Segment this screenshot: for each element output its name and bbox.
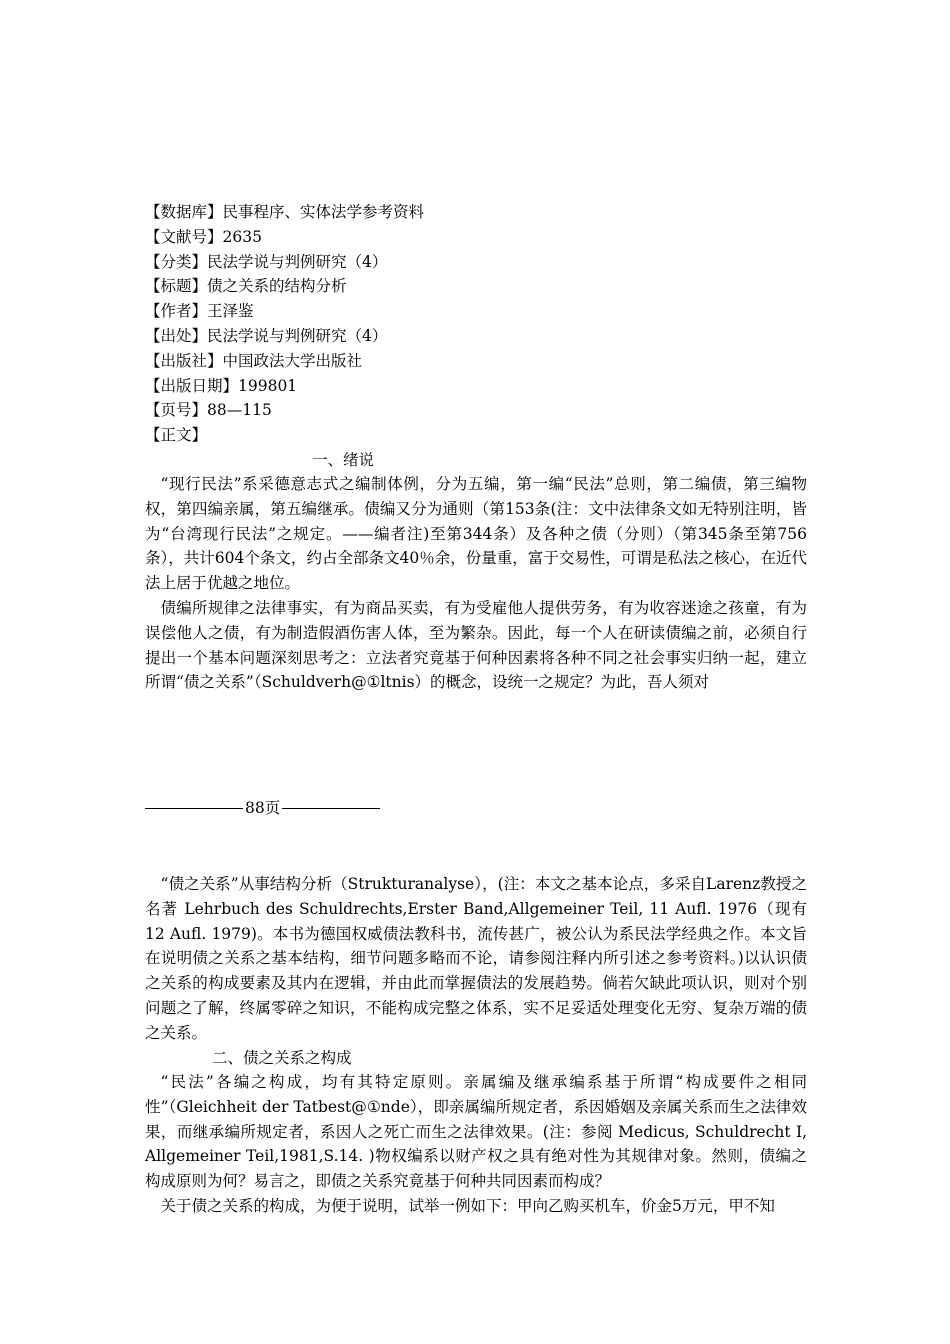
meta-pub-date: 【出版日期】199801 xyxy=(145,376,298,395)
meta-author: 【作者】王泽鉴 xyxy=(145,302,254,321)
meta-pages: 【页号】88—115 xyxy=(145,401,272,420)
meta-source: 【出处】民法学说与判例研究（4） xyxy=(145,326,388,345)
paragraph-intro-2: 债编所规律之法律事实，有为商品买卖，有为受雇他人提供劳务，有为收容迷途之孩童，有为误偿他人之债，有为制造假酒伤害人体，至为繁杂。因此，每一个人在研读债编之前，必须自行提出一个基本问题深刻思考之：立法者究竟基于何种因素将各种不同之社会事实归纳一起，建立所谓“债之关系”（Schuldverh@①ltnis）的概念，设统一之规定？为此，吾人须对 xyxy=(145,599,807,692)
meta-body-label: 【正文】 xyxy=(145,426,208,445)
section-heading-1: 一、绪说 xyxy=(312,451,375,469)
meta-title: 【标题】债之关系的结构分析 xyxy=(145,277,347,296)
meta-doc-number: 【文献号】2635 xyxy=(145,227,262,246)
paragraph-composition-2: 关于债之关系的构成，为便于说明，试举一例如下：甲向乙购买机车，价金5万元，甲不知 xyxy=(160,1197,775,1215)
section-heading-2: 二、债之关系之构成 xyxy=(212,1049,352,1067)
paragraph-structure-analysis: “债之关系”从事结构分析（Strukturanalyse），(注：本文之基本论点，多采自Larenz教授之名著 Lehrbuch des Schuldrechts,Erster Band,Allgemeiner Teil, 11 Aufl. 1976（现有12 Aufl. 1979)。本书为德国权威债法教科书，流传甚广，被公认为系民法学经典之作。本文旨在说明债之关系之基本结构，细节问题多略而不论，请参阅注释内所引述之参考资料。)以认识债之关系的构成要素及其内在逻辑，并由此而掌握债法的发展趋势。倘若欠缺此项认识，则对个别问题之了解，终属零碎之知识，不能构成完整之体系，实不足妥适处理变化无穷、复杂万端的债之关系。 xyxy=(145,875,807,1042)
page-marker-rule-right xyxy=(282,808,380,809)
meta-publisher: 【出版社】中国政法大学出版社 xyxy=(145,351,363,370)
meta-category: 【分类】民法学说与判例研究（4） xyxy=(145,252,388,271)
paragraph-intro-1: “现行民法”系采德意志式之编制体例，分为五编，第一编“民法”总则，第二编债，第三编物权，第四编亲属，第五编继承。债编又分为通则（第153条(注：文中法律条文如无特别注明，皆为“台湾现行民法”之规定。——编者注)至第344条）及各种之债（分则）（第345条至第756条），共计604个条文，约占全部条文40％余，份量重，富于交易性，可谓是私法之核心，在近代法上居于优越之地位。 xyxy=(145,475,807,593)
page-marker xyxy=(145,796,380,820)
paragraph-composition-1: “民法”各编之构成，均有其特定原则。亲属编及继承编系基于所谓“构成要件之相同性”（Gleichheit der Tatbest@①nde），即亲属编所规定者，系因婚姻及亲属关系而生之法律效果，而继承编所规定者，系因人之死亡而生之法律效果。(注：参阅 Medicus, Schuldrecht I, Allgemeiner Teil,1981,S.14. )物权编系以财产权之具有绝对性为其规律对象。然则，债编之构成原则为何？易言之，即债之关系究竟基于何种共同因素而构成？ xyxy=(145,1073,807,1191)
page-marker-rule-left xyxy=(145,808,243,809)
metadata-block xyxy=(145,200,825,448)
page-marker-label: 88页 xyxy=(245,799,281,817)
meta-database: 【数据库】民事程序、实体法学参考资料 xyxy=(145,203,425,221)
